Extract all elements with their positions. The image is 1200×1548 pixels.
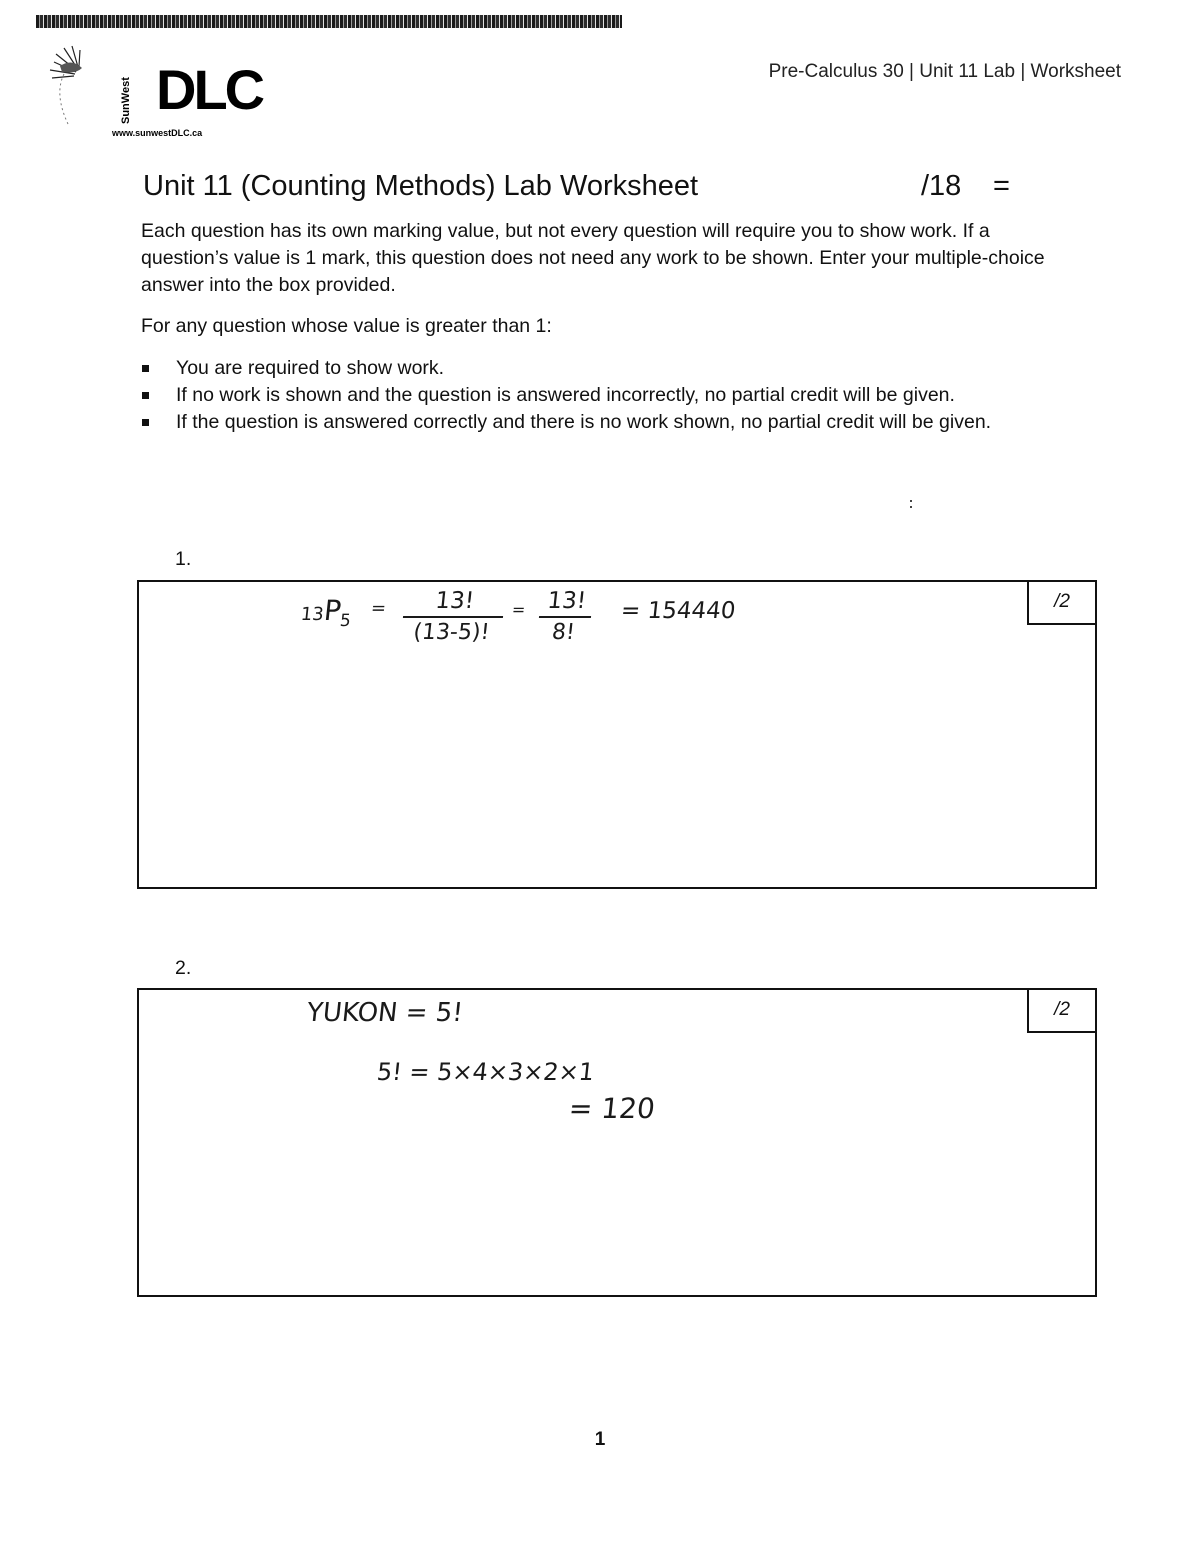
logo-sunwest-text: SunWest — [120, 77, 132, 124]
page-number: 1 — [594, 1429, 606, 1450]
question-2-marks: /2 — [1027, 988, 1097, 1033]
score-equals: = — [993, 170, 1010, 202]
q2-line-2: 5! = 5×4×3×2×1 — [375, 1058, 596, 1086]
logo-dlc-text: DLC — [156, 58, 263, 121]
bullet-square-icon — [142, 419, 149, 426]
q1-fraction-1: 13! (13-5)! — [400, 588, 506, 646]
bullet-square-icon — [142, 365, 149, 372]
title-row — [143, 170, 1023, 210]
bullet-item: You are required to show work. — [141, 355, 1061, 382]
bullet-square-icon — [142, 392, 149, 399]
question-2-number: 2. — [175, 957, 192, 979]
instructions-bullets — [141, 355, 1061, 436]
scan-speck — [910, 500, 912, 502]
scan-speck — [910, 506, 912, 508]
question-1-number: 1. — [175, 548, 192, 570]
q1-fraction-2: 13! 8! — [536, 588, 594, 646]
scan-artifact-bar — [36, 15, 622, 28]
dlc-logo — [46, 44, 263, 144]
course-header: Pre-Calculus 30 | Unit 11 Lab | Worksheet — [768, 61, 1121, 82]
question-1-answer-box[interactable] — [137, 580, 1097, 889]
page-title: Unit 11 (Counting Methods) Lab Worksheet — [143, 170, 699, 202]
bullet-item: If no work is shown and the question is answered incorrectly, no partial credit will be given. — [141, 382, 1061, 409]
q1-equals-1: = — [369, 598, 388, 619]
total-score: /18 — [921, 170, 962, 202]
q1-lhs: $13P_5$ — [299, 594, 352, 631]
q2-line-1: YUKON = 5! — [305, 998, 465, 1028]
q1-equals-2: = — [511, 600, 527, 619]
instructions-intro: Each question has its own marking value, but not every question will require you to show work. If a question’s value is 1 mark, this question does not need any work to be shown. Enter your multiple-choice answer into the box provided. — [141, 220, 1045, 296]
question-1-marks: /2 — [1027, 580, 1097, 625]
logo-url-text: www.sunwestDLC.ca — [112, 128, 203, 138]
bullet-item: If the question is answered correctly and there is no work shown, no partial credit will be given. — [141, 409, 1061, 436]
q2-line-3: = 120 — [567, 1092, 657, 1125]
q1-result: = 154440 — [619, 598, 737, 624]
question-2-answer-box[interactable] — [137, 988, 1097, 1297]
instructions-lead: For any question whose value is greater than 1: — [141, 315, 552, 337]
